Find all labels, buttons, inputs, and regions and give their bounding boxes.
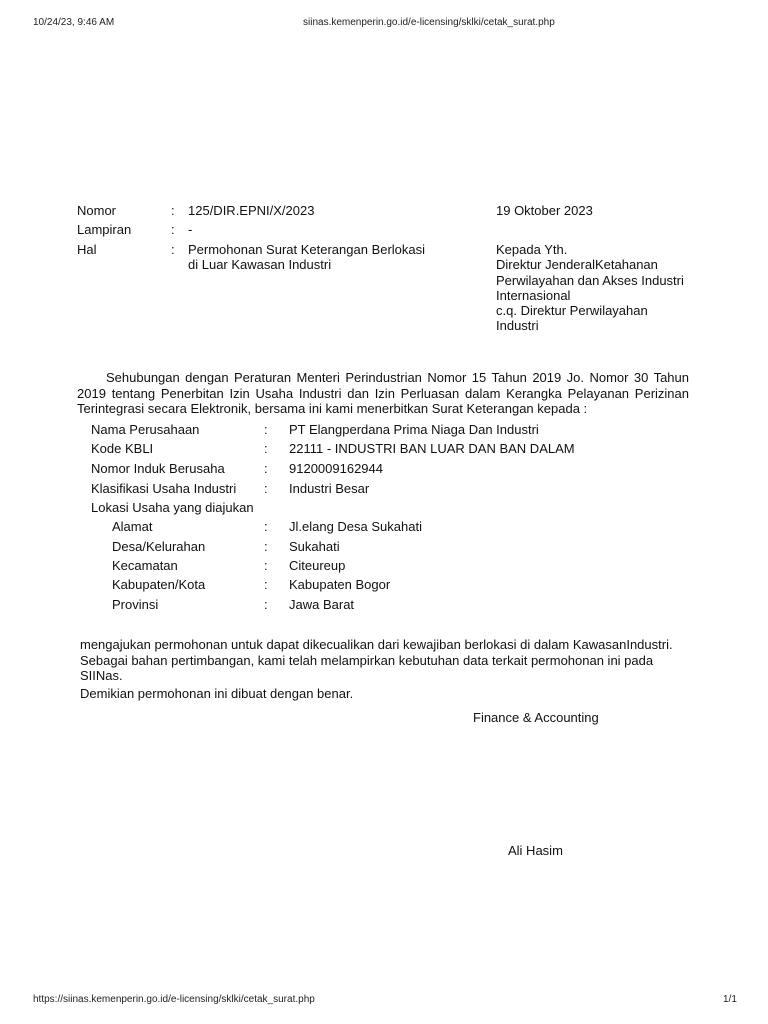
closing-line: mengajukan permohonan untuk dapat dikecualikan dari kewajiban berlokasi di dalam KawasanIndustri.	[80, 637, 673, 652]
detail-colon: :	[264, 597, 268, 612]
detail-label: Klasifikasi Usaha Industri	[91, 481, 237, 496]
detail-value: PT Elangperdana Prima Niaga Dan Industri	[289, 422, 539, 437]
hal-colon: :	[171, 242, 175, 257]
lampiran-value: -	[188, 222, 193, 237]
detail-label: Kabupaten/Kota	[112, 577, 206, 592]
detail-label: Nama Perusahaan	[91, 422, 200, 437]
detail-colon: :	[264, 577, 268, 592]
detail-label: Nomor Induk Berusaha	[91, 461, 225, 476]
detail-value: Industri Besar	[289, 481, 370, 496]
print-page-number: 1/1	[723, 994, 737, 1005]
letter-date: 19 Oktober 2023	[496, 203, 593, 218]
print-url: siinas.kemenperin.go.id/e-licensing/sklki/cetak_surat.php	[303, 17, 555, 28]
nomor-label: Nomor	[77, 203, 117, 218]
closing-line: SIINas.	[80, 668, 123, 683]
detail-label: Kecamatan	[112, 558, 178, 573]
detail-value: Jl.elang Desa Sukahati	[289, 519, 422, 534]
detail-colon: :	[264, 481, 268, 496]
recipient-line: Industri	[496, 318, 539, 333]
lampiran-label: Lampiran	[77, 222, 132, 237]
signatory-name: Ali Hasim	[508, 843, 563, 858]
detail-value: Sukahati	[289, 539, 340, 554]
hal-value-line1: Permohonan Surat Keterangan Berlokasi	[188, 242, 426, 257]
recipient-line: Direktur JenderalKetahanan	[496, 257, 658, 272]
print-datetime: 10/24/23, 9:46 AM	[33, 17, 115, 28]
closing-line: Sebagai bahan pertimbangan, kami telah melampirkan kebutuhan data terkait permohonan ini pada	[80, 653, 654, 668]
detail-colon: :	[264, 461, 268, 476]
lampiran-colon: :	[171, 222, 175, 237]
nomor-colon: :	[171, 203, 175, 218]
recipient-line: c.q. Direktur Perwilayahan	[496, 303, 648, 318]
detail-value: Kabupaten Bogor	[289, 577, 391, 592]
detail-label: Kode KBLI	[91, 441, 154, 456]
intro-paragraph: Sehubungan dengan Peraturan Menteri Perindustrian Nomor 15 Tahun 2019 Jo. Nomor 30 Tahun 2019 tentang Penerbitan Izin Usaha Industri dan Izin Perluasan dalam Kerangka Pelayanan Perizinan Terintegrasi secara Elektronik, bersama ini kami menerbitkan Surat Keterangan kepada :	[77, 370, 689, 416]
detail-value: Jawa Barat	[289, 597, 355, 612]
detail-colon: :	[264, 441, 268, 456]
lokasi-label: Lokasi Usaha yang diajukan	[91, 500, 254, 515]
hal-value-line2: di Luar Kawasan Industri	[188, 257, 332, 272]
recipient-line: Kepada Yth.	[496, 242, 568, 257]
detail-label: Provinsi	[112, 597, 159, 612]
recipient-line: Perwilayahan dan Akses Industri	[496, 273, 684, 288]
signatory-title: Finance & Accounting	[473, 710, 599, 725]
hal-label: Hal	[77, 242, 97, 257]
detail-colon: :	[264, 539, 268, 554]
recipient-line: Internasional	[496, 288, 571, 303]
detail-value: 9120009162944	[289, 461, 383, 476]
detail-label: Alamat	[112, 519, 153, 534]
print-footer-url: https://siinas.kemenperin.go.id/e-licensing/sklki/cetak_surat.php	[33, 994, 315, 1005]
detail-colon: :	[264, 558, 268, 573]
detail-colon: :	[264, 519, 268, 534]
closing-line: Demikian permohonan ini dibuat dengan benar.	[80, 686, 354, 701]
detail-colon: :	[264, 422, 268, 437]
detail-value: 22111 - INDUSTRI BAN LUAR DAN BAN DALAM	[289, 441, 575, 456]
nomor-value: 125/DIR.EPNI/X/2023	[188, 203, 315, 218]
detail-label: Desa/Kelurahan	[112, 539, 206, 554]
detail-value: Citeureup	[289, 558, 346, 573]
